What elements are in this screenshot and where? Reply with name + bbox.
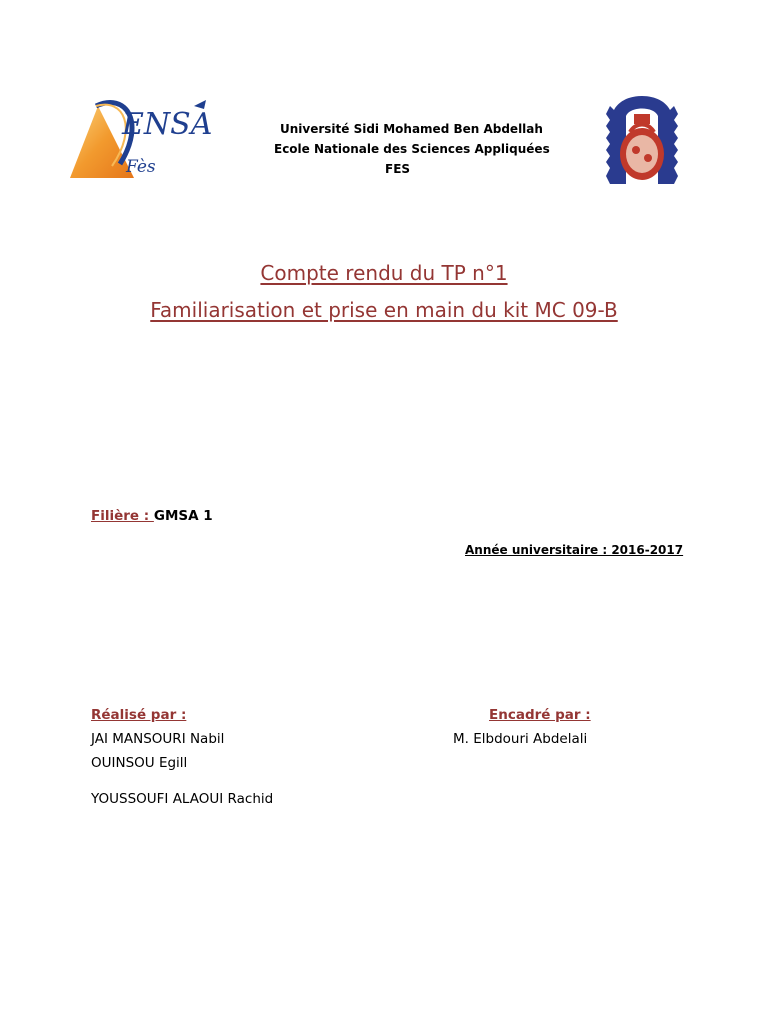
seal-graphic <box>596 92 688 192</box>
program-row <box>91 508 213 524</box>
svg-text:ENSA: ENSA <box>122 107 213 142</box>
university-header <box>240 119 550 179</box>
author-name: OUINSOU Egill <box>91 755 188 771</box>
university-seal-logo <box>596 92 688 192</box>
program-label: Filière : <box>91 508 154 524</box>
report-title: Compte rendu du TP n°1 <box>260 261 508 285</box>
program-value: GMSA 1 <box>153 508 213 524</box>
ensa-logo-graphic <box>66 92 216 184</box>
authors-label: Réalisé par : <box>91 707 187 723</box>
report-subtitle: Familiarisation et prise en main du kit MC 09-B <box>150 298 618 322</box>
city-name: FES <box>385 162 411 176</box>
supervisor-label: Encadré par : <box>489 707 591 723</box>
academic-year: Année universitaire : 2016-2017 <box>465 543 684 557</box>
svg-text:Fès: Fès <box>126 157 156 177</box>
supervisor-name: M. Elbdouri Abdelali <box>453 731 588 747</box>
author-name: YOUSSOUFI ALAOUI Rachid <box>91 791 274 807</box>
ensa-fes-logo <box>66 92 216 184</box>
school-name: Ecole Nationale des Sciences Appliquées <box>274 142 550 156</box>
university-name: Université Sidi Mohamed Ben Abdellah <box>280 122 543 136</box>
author-name: JAI MANSOURI Nabil <box>91 731 225 747</box>
